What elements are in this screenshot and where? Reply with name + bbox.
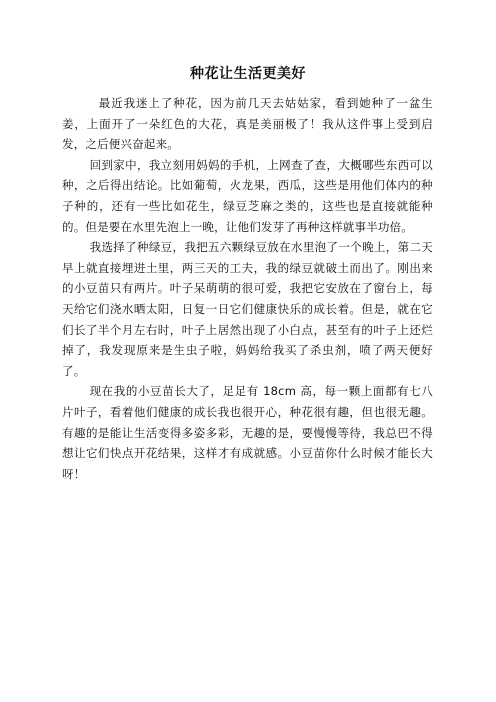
paragraph-2: 回到家中，我立刻用妈妈的手机，上网查了查，大概哪些东西可以种，之后得出结论。比如葡萄，火龙果，西瓜，这些是用他们体内的种子种的，还有一些比如花生，绿豆芝麻之类的，这些也是直接就能种的。但是要在水里先泡上一晚，让他们发芽了再种这样就事半功倍。 bbox=[62, 157, 433, 234]
paragraph-3: 我选择了种绿豆，我把五六颗绿豆放在水里泡了一个晚上，第二天早上就直接埋进土里，两三天的工夫，我的绿豆就破土而出了。刚出来的小豆苗只有两片。叶子呆萌萌的很可爱，我把它安放在了窗台上，每天给它们浇水晒太阳，日复一日它们健康快乐的成长着。但是，就在它们长了半个月左右时，叶子上居然出现了小白点，甚至有的叶子上还烂掉了，我发现原来是生虫子啦，妈妈给我买了杀虫剂，喷了两天便好了。 bbox=[62, 240, 433, 378]
document-body bbox=[62, 93, 433, 484]
paragraph-1: 最近我迷上了种花，因为前几天去姑姑家，看到她种了一盆生姜，上面开了一朵红色的大花，真是美丽极了！我从这件事上受到启发，之后便兴奋起来。 bbox=[62, 96, 433, 152]
paragraph-4: 现在我的小豆苗长大了，足足有 18cm 高，每一颗上面都有七八片叶子，看着他们健康的成长我也很开心，种花很有趣，但也很无趣。有趣的是能让生活变得多姿多彩，无趣的是，要慢慢等待，我总巴不得想让它们快点开花结果，这样才有成就感。小豆苗你什么时候才能长大呀！ bbox=[62, 384, 433, 481]
document-title: 种花让生活更美好 bbox=[190, 66, 306, 82]
